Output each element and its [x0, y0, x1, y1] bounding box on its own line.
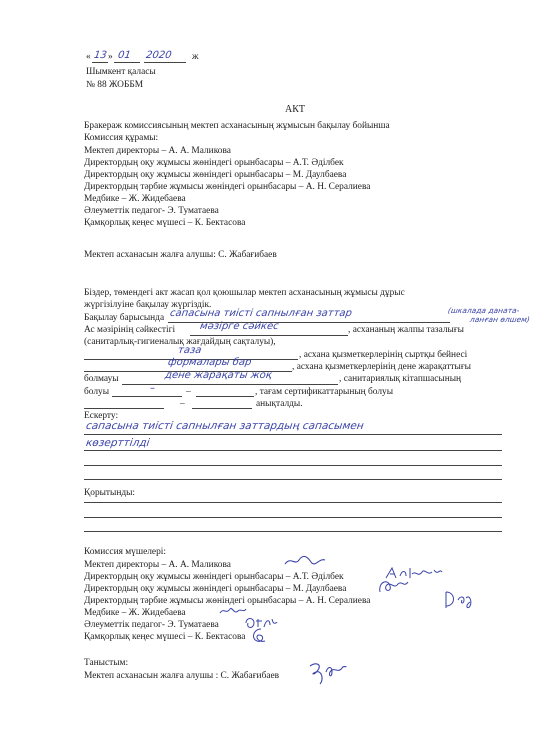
date-open-quote: «: [86, 52, 91, 62]
commission-member: Медбике – Ж. Жидебаева: [84, 608, 186, 618]
body-paragraph-line: жүргізілуіне бақылау жүргіздік.: [84, 300, 212, 310]
body-paragraph-line: Біздер, төмендегі акт жасап қол қоюшылар мектеп асханасының жұмысы дұрыс: [84, 288, 405, 298]
injuries-handwritten: дене жарақаты жоқ: [164, 370, 273, 381]
signature-council-member: [249, 627, 269, 645]
conclusion-line: [84, 517, 502, 518]
signature-deputy-daulbaeva: [376, 576, 412, 596]
date-month: 01: [117, 50, 132, 61]
date-month-line: [114, 62, 140, 63]
commission-member: Директордың оқу жұмысы жөніндегі орынбасары – А.Т. Әділбек: [84, 572, 344, 582]
acknowledged-person: Мектеп асханасын жалға алушы : С. Жабағибаев: [84, 671, 280, 681]
commission-member: Директордың оқу жұмысы жөніндегі орынбасары – А.Т. Әділбек: [84, 158, 344, 168]
cert-line-b: [196, 396, 254, 397]
appearance-tail: , асхана қызметкерлерінің сыртқы бейнесі: [299, 350, 468, 360]
commission-member: Директордың оқу жұмысы жөніндегі орынбасары – М. Даулбаева: [84, 584, 347, 594]
commission-heading: Комиссия құрамы:: [84, 133, 159, 143]
date-day-line: [92, 62, 108, 63]
date-mid-quote: »: [108, 52, 113, 62]
remarks-line: [84, 479, 502, 480]
conclusion-label: Қорытынды:: [84, 488, 136, 498]
remarks-line: [84, 465, 502, 466]
books-tail: , санитариялық кітапшасының: [339, 374, 462, 384]
commission-member: Мектеп директоры – А. А. Маликова: [84, 146, 231, 156]
progress-note-bottom: ланған өлшем): [469, 315, 531, 324]
date-suffix: ж: [192, 52, 199, 62]
dash-handwritten-1: –: [149, 383, 156, 394]
last-line-b: [192, 408, 252, 409]
remarks-line: [84, 434, 502, 435]
date-year: 2020: [145, 50, 173, 61]
last-tail: анықталды.: [256, 399, 303, 409]
injuries-tail: , асхана қызметкерлерінің дене жарақаттығы: [292, 362, 471, 372]
signature-deputy-seralieva: [440, 588, 476, 612]
tenant-line: Мектеп асханасын жалға алушы: С. Жабағибаев: [84, 250, 277, 260]
remarks-line: [84, 450, 502, 451]
conclusion-line: [84, 531, 502, 532]
commission-member: Әлеуметтік педагог- Э. Туматаева: [84, 206, 219, 216]
commission-member: Әлеуметтік педагог- Э. Туматаева: [84, 620, 219, 630]
date-day: 13: [93, 50, 108, 61]
commission-member: Медбике – Ж. Жидебаева: [84, 194, 186, 204]
cleanliness-handwritten: таза: [177, 345, 203, 356]
progress-handwritten: сапасына тиісті сапнылған заттар: [169, 308, 353, 319]
cert-prefix: болуы: [84, 387, 109, 397]
sanitary-label: (санитарлық-гигиеналық жағдайдың сақталуы),: [84, 337, 276, 347]
last-dash: –: [180, 399, 185, 409]
progress-note-top: (шкалада даната-: [447, 306, 521, 315]
books-prefix: болмауы: [84, 374, 119, 384]
commission-member: Директордың оқу жұмысы жөніндегі орынбасары – М. Даулбаева: [84, 170, 347, 180]
menu-line: [190, 335, 348, 336]
commission-member: Қамқорлық кеңес мүшесі – К. Бектасова: [84, 632, 246, 642]
document-title: АКТ: [285, 104, 305, 115]
cert-dash: –: [186, 387, 191, 397]
commission-member: Мектеп директоры – А. А. Маликова: [84, 560, 231, 570]
remark-handwritten-1: сапасына тиісті сапнылған заттардың сапасымен: [85, 420, 365, 432]
remarks-label: Ескерту:: [84, 411, 119, 421]
commission-member: Қамқорлық кеңес мүшесі – К. Бектасова: [84, 218, 246, 228]
signature-tenant: [306, 660, 348, 686]
menu-handwritten: мәзірге сәйкес: [199, 321, 280, 332]
commission-intro: Бракераж комиссиясының мектеп асханасының жұмысын бақылау бойынша: [84, 121, 390, 131]
cert-tail: , тағам сертификаттарының болуы: [255, 387, 394, 397]
last-line-a: [84, 408, 164, 409]
commission-member: Директордың тәрбие жұмысы жөніндегі орынбасары – А. Н. Сералиева: [84, 596, 371, 606]
commission-member: Директордың тәрбие жұмысы жөніндегі орынбасары – А. Н. Сералиева: [84, 182, 371, 192]
city-name: Шымкент қаласы: [86, 67, 156, 77]
conclusion-line: [84, 502, 502, 503]
menu-label: Ас мәзірінің сәйкестігі: [84, 325, 176, 335]
cert-line-a: [112, 396, 182, 397]
appearance-handwritten: формалары бар: [167, 357, 253, 368]
remark-handwritten-2: көзерттілді: [85, 437, 151, 449]
menu-tail: , асхананың жалпы тазалығы: [348, 325, 464, 335]
progress-label: Бақылау барысында: [84, 313, 165, 323]
acknowledged-label: Таныстым:: [84, 658, 129, 668]
date-year-line: [144, 62, 186, 63]
commission-bottom-heading: Комиссия мүшелері:: [84, 547, 166, 557]
signature-director: [283, 552, 327, 570]
school-name: № 88 ЖОББМ: [86, 80, 144, 90]
